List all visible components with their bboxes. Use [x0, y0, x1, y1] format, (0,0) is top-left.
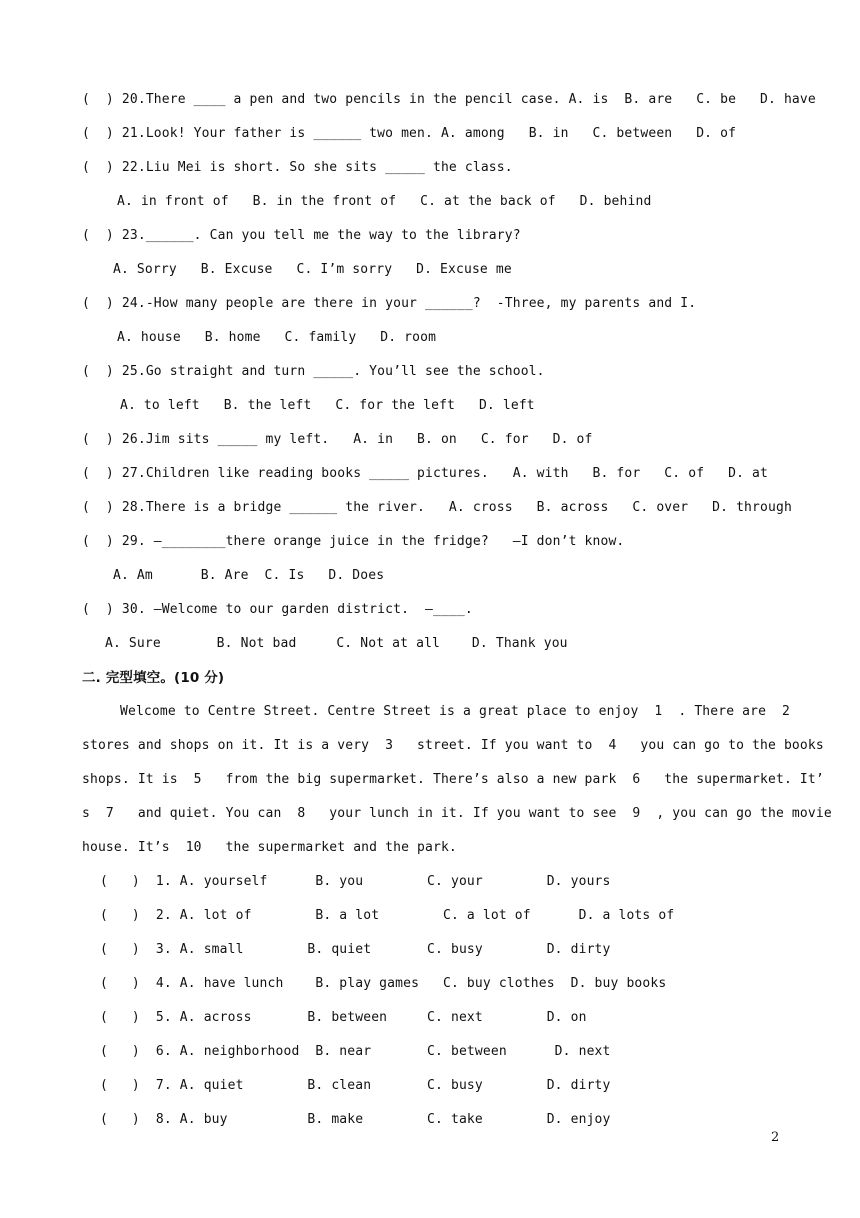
question-24-options: A. house B. home C. family D. room [117, 330, 437, 345]
page-number: 2 [771, 1130, 780, 1145]
question-28: ( ) 28.There is a bridge ______ the river. A. cross B. across C. over D. through [82, 500, 792, 515]
question-23: ( ) 23.______. Can you tell me the way to the library? [82, 228, 521, 243]
question-24: ( ) 24.-How many people are there in your ______? -Three, my parents and I. [82, 296, 697, 311]
cloze-option-5: ( ) 5. A. across B. between C. next D. on [100, 1010, 587, 1025]
question-27: ( ) 27.Children like reading books _____ pictures. A. with B. for C. of D. at [82, 466, 768, 481]
question-22: ( ) 22.Liu Mei is short. So she sits _____ the class. [82, 160, 513, 175]
passage-line-3: shops. It is 5 from the big supermarket. There’s also a new park 6 the supermarket. It’ [82, 772, 824, 787]
cloze-option-3: ( ) 3. A. small B. quiet C. busy D. dirty [100, 942, 611, 957]
question-25: ( ) 25.Go straight and turn _____. You’ll see the school. [82, 364, 545, 379]
question-30: ( ) 30. —Welcome to our garden district. —____. [82, 602, 473, 617]
question-29-options: A. Am B. Are C. Is D. Does [113, 568, 385, 583]
passage-line-1: Welcome to Centre Street. Centre Street is a great place to enjoy 1 . There are 2 [120, 704, 791, 719]
question-26: ( ) 26.Jim sits _____ my left. A. in B. on C. for D. of [82, 432, 593, 447]
cloze-option-8: ( ) 8. A. buy B. make C. take D. enjoy [100, 1112, 611, 1127]
passage-line-4: s 7 and quiet. You can 8 your lunch in it. If you want to see 9 , you can go the movie [82, 806, 832, 821]
question-20: ( ) 20.There ____ a pen and two pencils in the pencil case. A. is B. are C. be D. have [82, 92, 816, 107]
cloze-option-1: ( ) 1. A. yourself B. you C. your D. yours [100, 874, 611, 889]
question-30-options: A. Sure B. Not bad C. Not at all D. Thank you [105, 636, 568, 651]
section-heading: 二. 完型填空。(10 分) [82, 670, 225, 686]
question-29: ( ) 29. —________there orange juice in the fridge? —I don’t know. [82, 534, 625, 549]
question-23-options: A. Sorry B. Excuse C. I’m sorry D. Excuse me [113, 262, 512, 277]
cloze-option-2: ( ) 2. A. lot of B. a lot C. a lot of D. a lots of [100, 908, 675, 923]
passage-line-5: house. It’s 10 the supermarket and the park. [82, 840, 457, 855]
passage-line-2: stores and shops on it. It is a very 3 street. If you want to 4 you can go to the books [82, 738, 824, 753]
cloze-option-4: ( ) 4. A. have lunch B. play games C. buy clothes D. buy books [100, 976, 667, 991]
question-21: ( ) 21.Look! Your father is ______ two men. A. among B. in C. between D. of [82, 126, 737, 141]
question-22-options: A. in front of B. in the front of C. at the back of D. behind [117, 194, 652, 209]
question-25-options: A. to left B. the left C. for the left D. left [120, 398, 535, 413]
cloze-option-6: ( ) 6. A. neighborhood B. near C. between D. next [100, 1044, 611, 1059]
cloze-option-7: ( ) 7. A. quiet B. clean C. busy D. dirty [100, 1078, 611, 1093]
